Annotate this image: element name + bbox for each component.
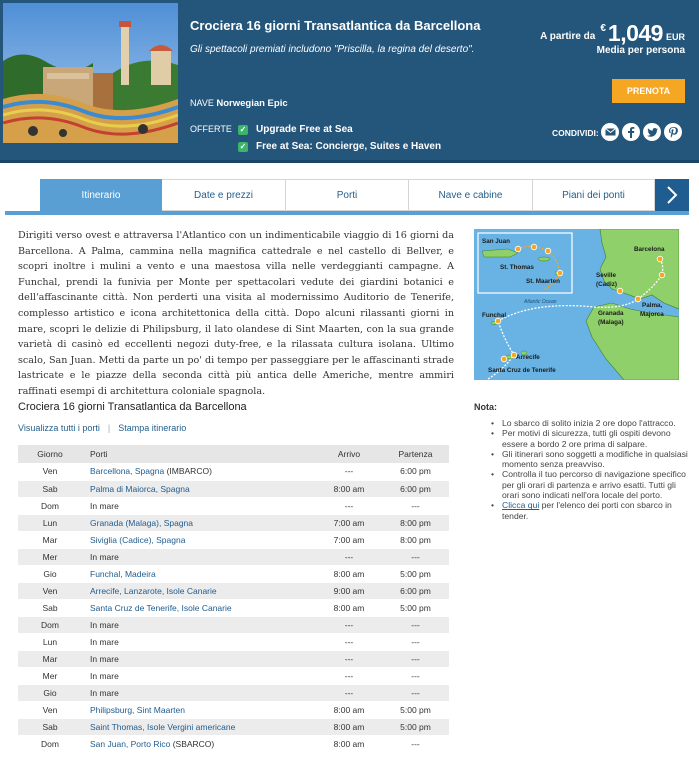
row-depart: 8:00 pm (382, 531, 449, 548)
port-link[interactable]: Granada (Malaga), Spagna (90, 517, 194, 528)
map-label-arrecife: Arrecife (516, 354, 540, 361)
row-depart: --- (382, 548, 449, 565)
row-depart: --- (382, 667, 449, 684)
row-depart: --- (382, 616, 449, 633)
port-link[interactable]: Saint Thomas, Isole Vergini americane (90, 721, 236, 732)
row-day: Gio (18, 684, 82, 701)
map-label-st-maarten: St. Maarten (526, 278, 560, 285)
row-day: Ven (18, 582, 82, 599)
map-label-cadiz: (Cadiz) (596, 281, 617, 288)
row-depart: 5:00 pm (382, 701, 449, 718)
row-arrive: --- (316, 650, 382, 667)
map-label-barcelona: Barcelona (634, 246, 665, 253)
price-amount: 1,049 (607, 20, 663, 46)
row-arrive: 8:00 am (316, 718, 382, 735)
map-label-malaga: (Malaga) (598, 319, 624, 326)
table-row (18, 667, 449, 684)
pinterest-icon[interactable] (664, 123, 682, 141)
table-row (18, 633, 449, 650)
row-port-cell (82, 514, 316, 531)
itinerary-description: Dirigiti verso ovest e attraversa l'Atlantico con un indimenticabile viaggio di 16 giorni da Barcellona. A Palma, cammina nella magnifica cattedrale e nel castello di Bellver, e scopri inoltre i mulini a vento e una maestosa villa nelle verdeggianti campagne. A Funchal, prendi la funivia per Monte per spettacolari vedute dei giardini botanici e dell'affascinante città. Non perderti una visita al modernissimo Auditorio de Tenerife, complesso artistico e icona architettonica della città. Dopo alcuni rilassanti giorni in mare, scopri le delizie di Philipsburg, il lato olandese di Sint Maarten, con la sua grande varietà di casinò ed eccellenti negozi duty-free, e la rilassata cultura isolana. Ultimo scalo, San Juan. Metti da parte un po' di tempo per passeggiare per le affascinanti strade lastricate e le piazze della seconda città più antica delle Americhe, mentre ammiri raffinati esempi di architettura coloniale spagnola. (18, 230, 454, 397)
note-item: • Controlla il tuo percorso di navigazione specifico per gli orari di partenza e arrivo esatti. Tutti gli orari sono indicati nell'ora locale del porto. (489, 469, 689, 500)
row-arrive: --- (316, 667, 382, 684)
offer-text: Upgrade Free at Sea (256, 124, 353, 135)
port-link[interactable]: Barcellona, Spagna (90, 466, 165, 477)
itinerary-title: Crociera 16 giorni Transatlantica da Barcellona (18, 401, 247, 413)
note-item: • Gli itinerari sono soggetti a modifiche in qualsiasi momento senza preavviso. (489, 449, 689, 470)
cruise-photo (3, 3, 178, 143)
ship-name[interactable]: Norwegian Epic (216, 98, 288, 109)
table-row (18, 599, 449, 616)
row-depart: 5:00 pm (382, 599, 449, 616)
row-port-cell (82, 548, 316, 565)
table-row (18, 582, 449, 599)
map-label-seville: Seville (596, 272, 616, 279)
table-row (18, 565, 449, 582)
row-port-cell (82, 531, 316, 548)
row-day: Lun (18, 633, 82, 650)
row-day: Sab (18, 718, 82, 735)
row-day: Mar (18, 531, 82, 548)
tab-underline (5, 211, 689, 215)
tab-dates-prices[interactable]: Date e prezzi (162, 179, 286, 211)
port-link[interactable]: Philipsburg, Sint Maarten (90, 704, 185, 715)
col-header-arrive: Arrivo (316, 445, 382, 463)
note-text: per l'elenco dei porti con sbarco in tender. (502, 500, 672, 521)
port-link[interactable]: San Juan, Porto Rico (90, 738, 171, 749)
check-icon: ✓ (239, 141, 247, 151)
port-name: In mare (90, 636, 119, 647)
chevron-right-icon (666, 186, 678, 204)
share-label: CONDIVIDI: (552, 128, 599, 138)
map-label-atlantic: Atlantic Ocean (524, 299, 557, 305)
row-day: Lun (18, 514, 82, 531)
price-currency-symbol: € (600, 23, 606, 34)
port-link[interactable]: Palma di Maiorca, Spagna (90, 483, 190, 494)
row-port-cell (82, 684, 316, 701)
map-label-tenerife: Santa Cruz de Tenerife (488, 367, 556, 374)
row-port-cell (82, 582, 316, 599)
row-arrive: 7:00 am (316, 531, 382, 548)
row-day: Ven (18, 463, 82, 480)
map-label-majorca: Majorca (640, 311, 664, 318)
row-depart: 6:00 pm (382, 582, 449, 599)
table-row (18, 514, 449, 531)
cruise-title: Crociera 16 giorni Transatlantica da Barcellona (190, 18, 481, 33)
table-row (18, 616, 449, 633)
table-row (18, 463, 449, 480)
row-arrive: 8:00 am (316, 599, 382, 616)
row-day: Mer (18, 667, 82, 684)
ship-info (190, 98, 288, 109)
ship-label: NAVE (190, 98, 214, 108)
port-name: In mare (90, 551, 119, 562)
row-day: Mar (18, 650, 82, 667)
note-item (489, 500, 689, 521)
tab-itinerary[interactable]: Itinerario (40, 179, 162, 211)
row-port-cell (82, 599, 316, 616)
map-label-palma: Palma, (642, 302, 663, 309)
cruise-header (0, 0, 699, 163)
offer-item[interactable] (238, 141, 441, 152)
tab-deck-plans[interactable]: Piani dei ponti (533, 179, 655, 211)
facebook-icon[interactable] (622, 123, 640, 141)
map-label-st-thomas: St. Thomas (500, 264, 534, 271)
row-port-cell (82, 667, 316, 684)
price-currency-code: EUR (665, 32, 685, 42)
tender-ports-link[interactable]: Clicca qui (502, 500, 540, 511)
park-guell-image (3, 3, 178, 143)
row-arrive: 8:00 am (316, 701, 382, 718)
route-map-graphic (474, 229, 679, 380)
row-port-cell (82, 463, 316, 480)
row-depart: --- (382, 497, 449, 514)
row-port-cell (82, 480, 316, 497)
note-item: • Per motivi di sicurezza, tutti gli ospiti devono essere a bordo 2 ore prima di salpare. (489, 428, 689, 449)
print-itinerary-link[interactable]: Stampa itinerario (118, 423, 187, 433)
row-arrive: 9:00 am (316, 582, 382, 599)
price-per-person: Media per persona (596, 45, 685, 56)
row-depart: 6:00 pm (382, 480, 449, 497)
row-port-cell (82, 616, 316, 633)
row-day: Dom (18, 616, 82, 633)
row-arrive: --- (316, 548, 382, 565)
port-name: In mare (90, 653, 119, 664)
row-port-cell (82, 497, 316, 514)
row-day: Dom (18, 497, 82, 514)
link-separator: | (107, 423, 111, 433)
row-arrive: 8:00 am (316, 480, 382, 497)
row-port-cell (82, 701, 316, 718)
route-map[interactable] (474, 229, 679, 380)
row-port-cell (82, 735, 316, 752)
port-name: In mare (90, 670, 119, 681)
port-name: In mare (90, 619, 119, 630)
port-link[interactable]: Santa Cruz de Tenerife, Isole Canarie (90, 602, 232, 613)
view-all-ports-link[interactable]: Visualizza tutti i porti (18, 423, 100, 433)
table-row (18, 480, 449, 497)
itinerary-table-body (18, 463, 449, 752)
port-link[interactable]: Arrecife, Lanzarote, Isole Canarie (90, 585, 217, 596)
row-day: Mer (18, 548, 82, 565)
row-depart: 5:00 pm (382, 718, 449, 735)
email-icon[interactable] (601, 123, 619, 141)
row-port-cell (82, 650, 316, 667)
tab-next-button[interactable] (655, 179, 689, 211)
price-block (505, 20, 685, 56)
row-depart: --- (382, 633, 449, 650)
map-label-funchal: Funchal (482, 312, 507, 319)
tab-bar (40, 179, 689, 211)
row-depart: 5:00 pm (382, 565, 449, 582)
share-icons (601, 123, 682, 141)
col-header-day: Giorno (18, 445, 82, 463)
row-port-cell (82, 718, 316, 735)
row-depart: 6:00 pm (382, 463, 449, 480)
row-port-cell (82, 565, 316, 582)
notes-title: Nota: (474, 402, 497, 412)
row-port-cell (82, 633, 316, 650)
port-link[interactable]: Siviglia (Cadice), Spagna (90, 534, 186, 545)
row-day: Sab (18, 480, 82, 497)
row-day: Sab (18, 599, 82, 616)
row-arrive: --- (316, 684, 382, 701)
table-row (18, 718, 449, 735)
offer-item[interactable] (238, 124, 353, 135)
offers-label: OFFERTE (190, 124, 232, 134)
row-arrive: --- (316, 497, 382, 514)
tab-ports[interactable]: Porti (286, 179, 409, 211)
itinerary-links (18, 423, 186, 433)
note-item: • Lo sbarco di solito inizia 2 ore dopo l'attracco. (489, 418, 689, 428)
table-row (18, 497, 449, 514)
row-day: Ven (18, 701, 82, 718)
row-day: Dom (18, 735, 82, 752)
row-depart: --- (382, 735, 449, 752)
row-arrive: 8:00 am (316, 565, 382, 582)
row-depart: --- (382, 650, 449, 667)
port-note: (IMBARCO) (164, 466, 212, 477)
offer-text: Free at Sea: Concierge, Suites e Haven (256, 141, 442, 152)
book-button[interactable]: PRENOTA (612, 79, 685, 103)
port-link[interactable]: Funchal, Madeira (90, 568, 156, 579)
row-depart: 8:00 pm (382, 514, 449, 531)
twitter-icon[interactable] (643, 123, 661, 141)
price-from-label: A partire da (540, 31, 596, 42)
check-icon: ✓ (239, 124, 247, 134)
notes-list (489, 418, 689, 521)
itinerary-table (18, 445, 449, 753)
tab-ship-cabins[interactable]: Nave e cabine (409, 179, 533, 211)
col-header-depart: Partenza (382, 445, 449, 463)
table-row (18, 684, 449, 701)
port-name: In mare (90, 687, 119, 698)
table-row (18, 548, 449, 565)
row-depart: --- (382, 684, 449, 701)
table-row (18, 531, 449, 548)
table-row (18, 701, 449, 718)
row-arrive: --- (316, 616, 382, 633)
row-arrive: --- (316, 633, 382, 650)
table-row (18, 650, 449, 667)
map-label-san-juan: San Juan (482, 238, 510, 245)
port-name: In mare (90, 500, 119, 511)
row-arrive: 7:00 am (316, 514, 382, 531)
port-note: (SBARCO) (170, 738, 215, 749)
cruise-subtitle: Gli spettacoli premiati includono "Priscilla, la regina del deserto". (190, 44, 475, 55)
table-row (18, 735, 449, 752)
table-header-row (18, 445, 449, 463)
row-arrive: --- (316, 463, 382, 480)
row-day: Gio (18, 565, 82, 582)
map-label-granada: Granada (598, 310, 624, 317)
row-arrive: 8:00 am (316, 735, 382, 752)
col-header-port: Porti (82, 445, 316, 463)
